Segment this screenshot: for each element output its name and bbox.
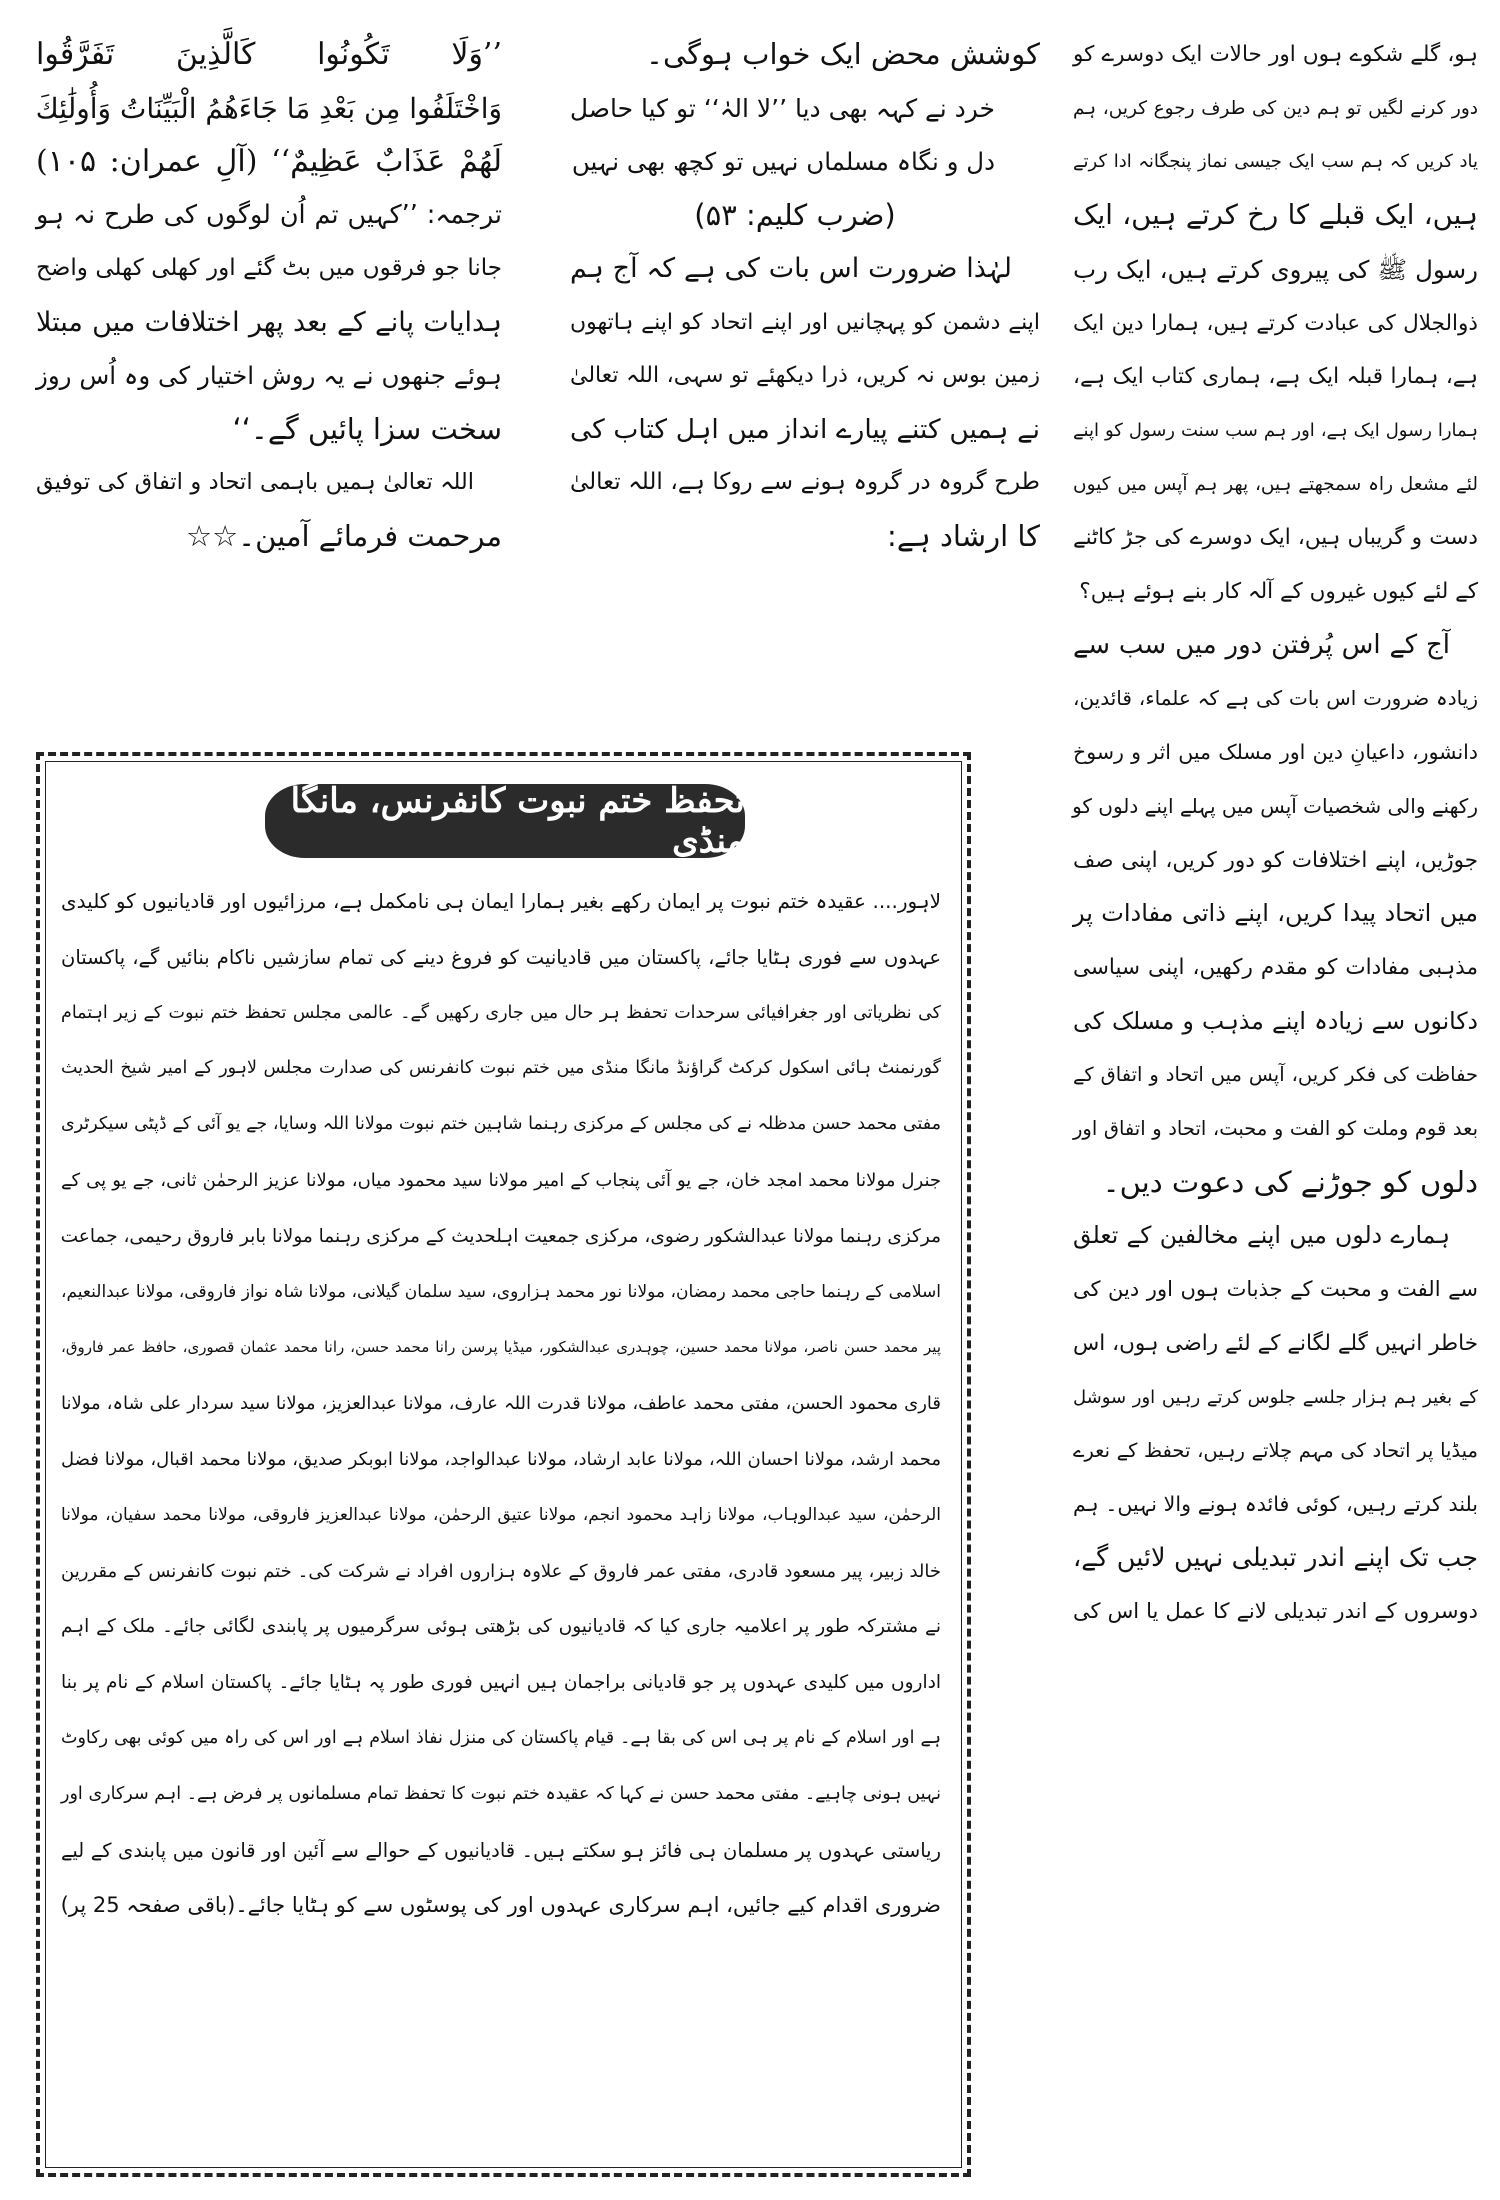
news-body bbox=[61, 874, 941, 2164]
news-box bbox=[36, 752, 971, 2177]
poetry-couplet bbox=[570, 82, 1040, 243]
article-line: لئے مشعل راہ سمجھتے ہیں، پھر ہم آپس میں کیوں bbox=[1073, 473, 1478, 495]
continued-note: (باقی صفحہ 25 پر) bbox=[60, 1893, 236, 1918]
article-line: ہو، گلے شکوے ہوں اور حالات ایک دوسرے کو bbox=[1073, 42, 1478, 67]
news-line: اسلامی کے رہنما حاجی محمد رمضان، مولانا نور محمد ہزاروی، سید سلمان گیلانی، مولانا شاہ نواز فاروقی، مولانا عبدالنعیم، bbox=[61, 1281, 941, 1302]
news-line: نے مشترکہ طور پر اعلامیہ جاری کیا کہ قادیانیوں کی بڑھتی ہوئی سرگرمیوں پر پابندی لگائی جائے۔ ملک کے اہم bbox=[61, 1616, 941, 1638]
article-line: میں اتحاد پیدا کریں، اپنے ذاتی مفادات پر bbox=[1073, 899, 1478, 928]
translation-line: جانا جو فرقوں میں بٹ گئے اور کھلی کھلی واضح bbox=[36, 255, 502, 281]
article-line: رسول ﷺ کی پیروی کرتے ہیں، ایک رب bbox=[1073, 254, 1478, 284]
news-line: مرکزی رہنما مولانا عبدالشکور رضوی، مرکزی جمعیت اہلحدیث کے مرکزی رہنما مولانا بابر فاروق رحیمی، جماعت bbox=[60, 1225, 941, 1247]
article-line: دوسروں کے اندر تبدیلی لانے کا عمل یا اس کی bbox=[1073, 1599, 1478, 1624]
translation-line: ترجمہ: ’’کہیں تم اُن لوگوں کی طرح نہ ہو bbox=[36, 199, 502, 230]
news-title-banner bbox=[265, 781, 745, 861]
article-column-right bbox=[1073, 28, 1478, 2178]
article-line: دست و گریباں ہیں، ایک دوسرے کی جڑ کاٹنے bbox=[1073, 525, 1478, 551]
article-line: بعد قوم وملت کو الفت و محبت، اتحاد و اتفاق اور bbox=[1073, 1117, 1478, 1141]
article-line: جوڑیں، اپنے اختلافات کو دور کریں، اپنی صف bbox=[1073, 847, 1478, 873]
news-title: تحفظ ختم نبوت کانفرنس، مانگا منڈی bbox=[290, 781, 745, 861]
article-line: یاد کریں کہ ہم سب ایک جیسی نماز پنجگانہ ادا کرتے bbox=[1073, 151, 1478, 173]
article-line: سے الفت و محبت کے جذبات ہوں اور دین کی bbox=[1073, 1277, 1478, 1302]
article-column-left bbox=[36, 28, 502, 728]
news-line: ہے اور اسلام کے نام پر ہی اس کی بقا ہے۔ قیام پاکستان کی منزل نفاذ اسلام ہے اور اس کی راہ میں کوئی بھی رکاوٹ bbox=[61, 1727, 941, 1748]
article-line: کے بغیر ہم ہزار جلسے جلوس کرتے رہیں اور سوشل bbox=[1073, 1386, 1478, 1408]
article-line: دکانوں سے زیادہ اپنے مذہب و مسلک کی bbox=[1073, 1006, 1478, 1035]
article-line: لہٰذا ضرورت اس بات کی ہے کہ آج ہم bbox=[570, 253, 1012, 284]
closing-line: مرحمت فرمائے آمین۔☆☆ bbox=[186, 518, 502, 553]
article-line: ہیں، ایک قبلے کا رخ کرتے ہیں، ایک bbox=[1073, 199, 1478, 232]
news-line: لاہور.... عقیدہ ختم نبوت پر ایمان رکھے بغیر ہمارا ایمان ہی نامکمل ہے، مرزائیوں اور قادیانیوں کو کلیدی bbox=[61, 889, 941, 913]
article-line: ہے، ہمارا قبلہ ایک ہے، ہماری کتاب ایک ہے، bbox=[1073, 364, 1478, 390]
article-line: کے لئے کیوں غیروں کے آلہ کار بنے ہوئے ہیں؟ bbox=[1079, 579, 1478, 605]
news-line: کی نظریاتی اور جغرافیائی سرحدات تحفظ ہر حال میں جاری رکھیں گے۔ عالمی مجلس تحفظ ختم نبوت کے زیر اہتمام bbox=[61, 1002, 941, 1023]
verse-line: لَهُمْ عَذَابٌ عَظِيمٌ‘‘ (آلِ عمران: ۱۰۵) bbox=[36, 144, 502, 179]
article-line: زیادہ ضرورت اس بات کی ہے کہ علماء، قائدین، bbox=[1073, 686, 1478, 711]
article-line: ہمارے دلوں میں اپنے مخالفین کے تعلق bbox=[1073, 1221, 1450, 1250]
article-line: مذہبی مفادات کو مقدم رکھیں، اپنی سیاسی bbox=[1073, 954, 1478, 980]
article-line: میڈیا پر اتحاد کی مہم چلاتے رہیں، تحفظ کے نعرے bbox=[1073, 1439, 1478, 1463]
couplet-line: خرد نے کہہ بھی دیا ’’لا الہٰ‘‘ تو کیا حاصل bbox=[569, 93, 995, 123]
article-line: کا ارشاد ہے: bbox=[887, 518, 1040, 553]
news-line: محمد ارشد، مولانا احسان اللہ، مولانا عابد ارشاد، مولانا عبدالواجد، مولانا ابوبکر صدیق، مولانا محمد اقبال، مولانا فضل bbox=[61, 1448, 941, 1470]
article-line: طرح گروہ در گروہ ہونے سے روکا ہے، اللہ تعالیٰ bbox=[570, 469, 1040, 495]
article-line: ہمارا رسول ایک ہے، اور ہم سب سنت رسول کو اپنے bbox=[1073, 419, 1478, 441]
news-line: نہیں ہونی چاہیے۔ مفتی محمد حسن نے کہا کہ عقیدہ ختم نبوت کا تحفظ تمام مسلمانوں پر فرض ہے۔ اہم سرکاری اور bbox=[61, 1783, 941, 1804]
quran-verse bbox=[36, 28, 502, 189]
verse-line: ’’وَلَا تَكُونُوا كَالَّذِينَ تَفَرَّقُوا bbox=[36, 37, 502, 72]
news-line: اداروں میں کلیدی عہدوں پر جو قادیانی براجمان ہیں انہیں فوری طور پہ ہٹایا جائے۔ پاکستان اسلام کے نام پر بنا bbox=[61, 1672, 941, 1694]
article-line: خاطر انہیں گلے لگانے کے لئے راضی ہوں، اس bbox=[1073, 1330, 1478, 1356]
article-line: نے ہمیں کتنے پیارے انداز میں اہل کتاب کی bbox=[570, 413, 1040, 445]
article-line: ذوالجلال کی عبادت کرتے ہیں، ہمارا دین ایک bbox=[1073, 310, 1478, 336]
news-line: گورنمنٹ ہائی اسکول کرکٹ گراؤنڈ مانگا منڈی میں ختم نبوت کانفرنس کی صدارت مجلس لاہور کے امیر شیخ الحدیث bbox=[61, 1058, 941, 1079]
news-line: جنرل مولانا محمد امجد خان، جے یو آئی پنجاب کے امیر مولانا سید محمود میاں، مولانا عزیز الرحمٰن ثانی، جے یو پی کے bbox=[61, 1169, 941, 1191]
couplet-line: دل و نگاہ مسلماں نہیں تو کچھ بھی نہیں bbox=[571, 147, 995, 176]
article-line: اپنے دشمن کو پہچانیں اور اپنے اتحاد کو اپنے ہاتھوں bbox=[570, 309, 1040, 335]
news-last-line-row bbox=[61, 1878, 941, 1934]
news-line: پیر محمد حسن ناصر، مولانا محمد حسین، چوہدری عبدالشکور، میڈیا پرسن رانا محمد حسن، رانا محمد عثمان قصوری، حافظ عمر فاروق، bbox=[61, 1338, 941, 1357]
translation-line: سخت سزا پائیں گے۔‘‘ bbox=[232, 411, 502, 446]
translation-line: ہوئے جنھوں نے یہ روش اختیار کی وہ اُس روز bbox=[36, 361, 502, 390]
news-line: مفتی محمد حسن مدظلہ نے کی مجلس کے مرکزی رہنما شاہین ختم نبوت مولانا اللہ وسایا، جے یو آئی کے ڈپٹی سیکرٹری bbox=[61, 1114, 941, 1135]
news-line: الرحمٰن، سید عبدالوہاب، مولانا زاہد محمود انجم، مولانا عتیق الرحمٰن، مولانا عبدالعزیز فاروقی، مولانا محمد سفیان، مولانا bbox=[61, 1504, 941, 1525]
news-line: ریاستی عہدوں پر مسلمان ہی فائز ہو سکتے ہیں۔ قادیانیوں کے حوالے سے آئین اور قانون میں پابندی کے لیے bbox=[61, 1838, 941, 1862]
closing-line: اللہ تعالیٰ ہمیں باہمی اتحاد و اتفاق کی توفیق bbox=[36, 469, 474, 495]
news-line: خالد زبیر، پیر مسعود قادری، مفتی عمر فاروق کے علاوہ ہزاروں افراد نے شرکت کی۔ ختم نبوت کانفرنس کے مقررین bbox=[61, 1560, 941, 1582]
news-line: ضروری اقدام کیے جائیں، اہم سرکاری عہدوں اور کی پوسٹوں سے کو ہٹایا جائے۔ bbox=[235, 1893, 941, 1918]
news-line: عہدوں سے فوری ہٹایا جائے، پاکستان میں قادیانیت کو فروغ دینے کی تمام سازشیں ناکام بنائیں گے، پاکستان bbox=[61, 945, 941, 969]
article-line: دلوں کو جوڑنے کی دعوت دیں۔ bbox=[1102, 1164, 1478, 1199]
article-line: دور کرنے لگیں تو ہم دین کی طرف رجوع کریں، ہم bbox=[1073, 97, 1478, 119]
news-line: قاری محمود الحسن، مفتی محمد عاطف، مولانا قدرت اللہ عارف، مولانا عبدالعزیز، مولانا سید سردار علی شاہ، مولانا bbox=[61, 1393, 941, 1415]
article-column-middle bbox=[570, 28, 1040, 728]
article-line: کوشش محض ایک خواب ہوگی۔ bbox=[645, 37, 1040, 71]
article-line: دانشور، داعیانِ دین اور مسلک میں اثر و رسوخ bbox=[1073, 740, 1478, 765]
verse-line: وَاخْتَلَفُوا مِن بَعْدِ مَا جَاءَهُمُ الْبَيِّنَاتُ وَأُولَٰئِكَ bbox=[35, 91, 502, 125]
article-line: رکھنے والی شخصیات آپس میں پہلے اپنے دلوں کو bbox=[1072, 793, 1478, 818]
article-line: حفاظت کی فکر کریں، آپس میں اتحاد و اتفاق کے bbox=[1073, 1063, 1478, 1087]
article-line: زمین بوس نہ کریں، ذرا دیکھئے تو سہی، اللہ تعالیٰ bbox=[570, 363, 1040, 388]
article-line: بلند کرتے رہیں، کوئی فائدہ ہونے والا نہیں۔ ہم bbox=[1073, 1491, 1478, 1516]
article-line: آج کے اس پُرفتن دور میں سب سے bbox=[1073, 629, 1450, 660]
translation-line: ہدایات پانے کے بعد پھر اختلافات میں مبتلا bbox=[36, 306, 502, 338]
article-line: جب تک اپنے اندر تبدیلی نہیں لائیں گے، bbox=[1073, 1542, 1478, 1573]
couplet-reference: (ضرب کلیم: ۵۳) bbox=[694, 197, 896, 232]
